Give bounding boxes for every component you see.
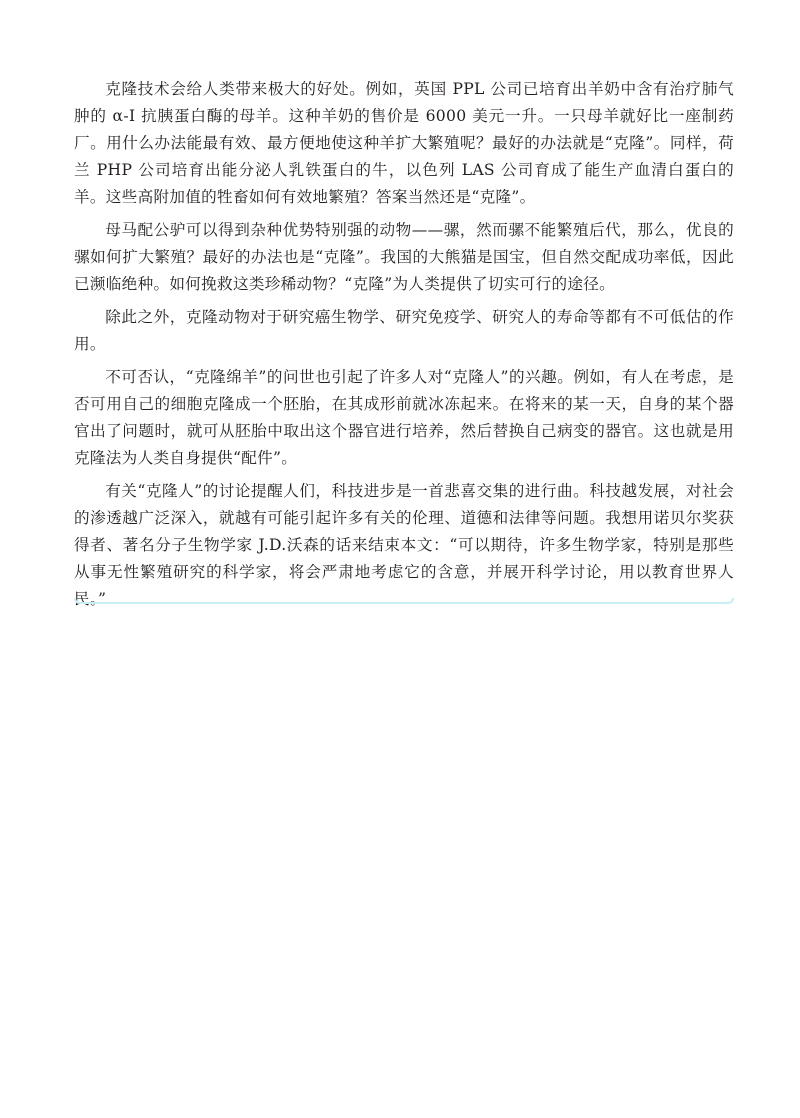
paragraph-mule-panda: 母马配公驴可以得到杂种优势特别强的动物——骡，然而骡不能繁殖后代，那么，优良的骡如何扩大繁殖？最好的办法也是“克隆”。我国的大熊猫是国宝，但自然交配成功率低，因此已濒临绝种。如何挽救这类珍稀动物？“克隆”为人类提供了切实可行的途径。 (74, 221, 734, 293)
paragraph-ethics: 有关“克隆人”的讨论提醒人们，科技进步是一首悲喜交集的进行曲。科技越发展，对社会的渗透越广泛深入，就越有可能引起许多有关的伦理、道德和法律等问题。我想用诺贝尔奖获得者、著名分子生物学家 J.D.沃森的话来结束本文：“可以期待，许多生物学家，特别是那些从事无性繁殖研究的科学家，将会严肃地考虑它的含意，并展开科学讨论，用以教育世界人民。” (74, 482, 734, 608)
paragraph-human-clone: 不可否认，“克隆绵羊”的问世也引起了许多人对“克隆人”的兴趣。例如，有人在考虑，是否可用自己的细胞克隆成一个胚胎，在其成形前就冰冻起来。在将来的某一天，自身的某个器官出了问题时，就可从胚胎中取出这个器官进行培养，然后替换自己病变的器官。这也就是用克隆法为人类自身提供“配件”。 (74, 368, 734, 467)
article-body (74, 76, 734, 619)
paragraph-benefits: 克隆技术会给人类带来极大的好处。例如，英国 PPL 公司已培育出羊奶中含有治疗肺气肿的 α-I 抗胰蛋白酶的母羊。这种羊奶的售价是 6000 美元一升。一只母羊就好比一座制药厂。用什么办法能最有效、最方便地使这种羊扩大繁殖呢？最好的办法就是“克隆”。同样，荷兰 PHP 公司培育出能分泌人乳铁蛋白的牛，以色列 LAS 公司育成了能生产血清白蛋白的羊。这些高附加值的牲畜如何有效地繁殖？答案当然还是“克隆”。 (74, 80, 734, 206)
section-divider (74, 598, 734, 604)
paragraph-research: 除此之外，克隆动物对于研究癌生物学、研究免疫学、研究人的寿命等都有不可低估的作用。 (74, 308, 734, 353)
